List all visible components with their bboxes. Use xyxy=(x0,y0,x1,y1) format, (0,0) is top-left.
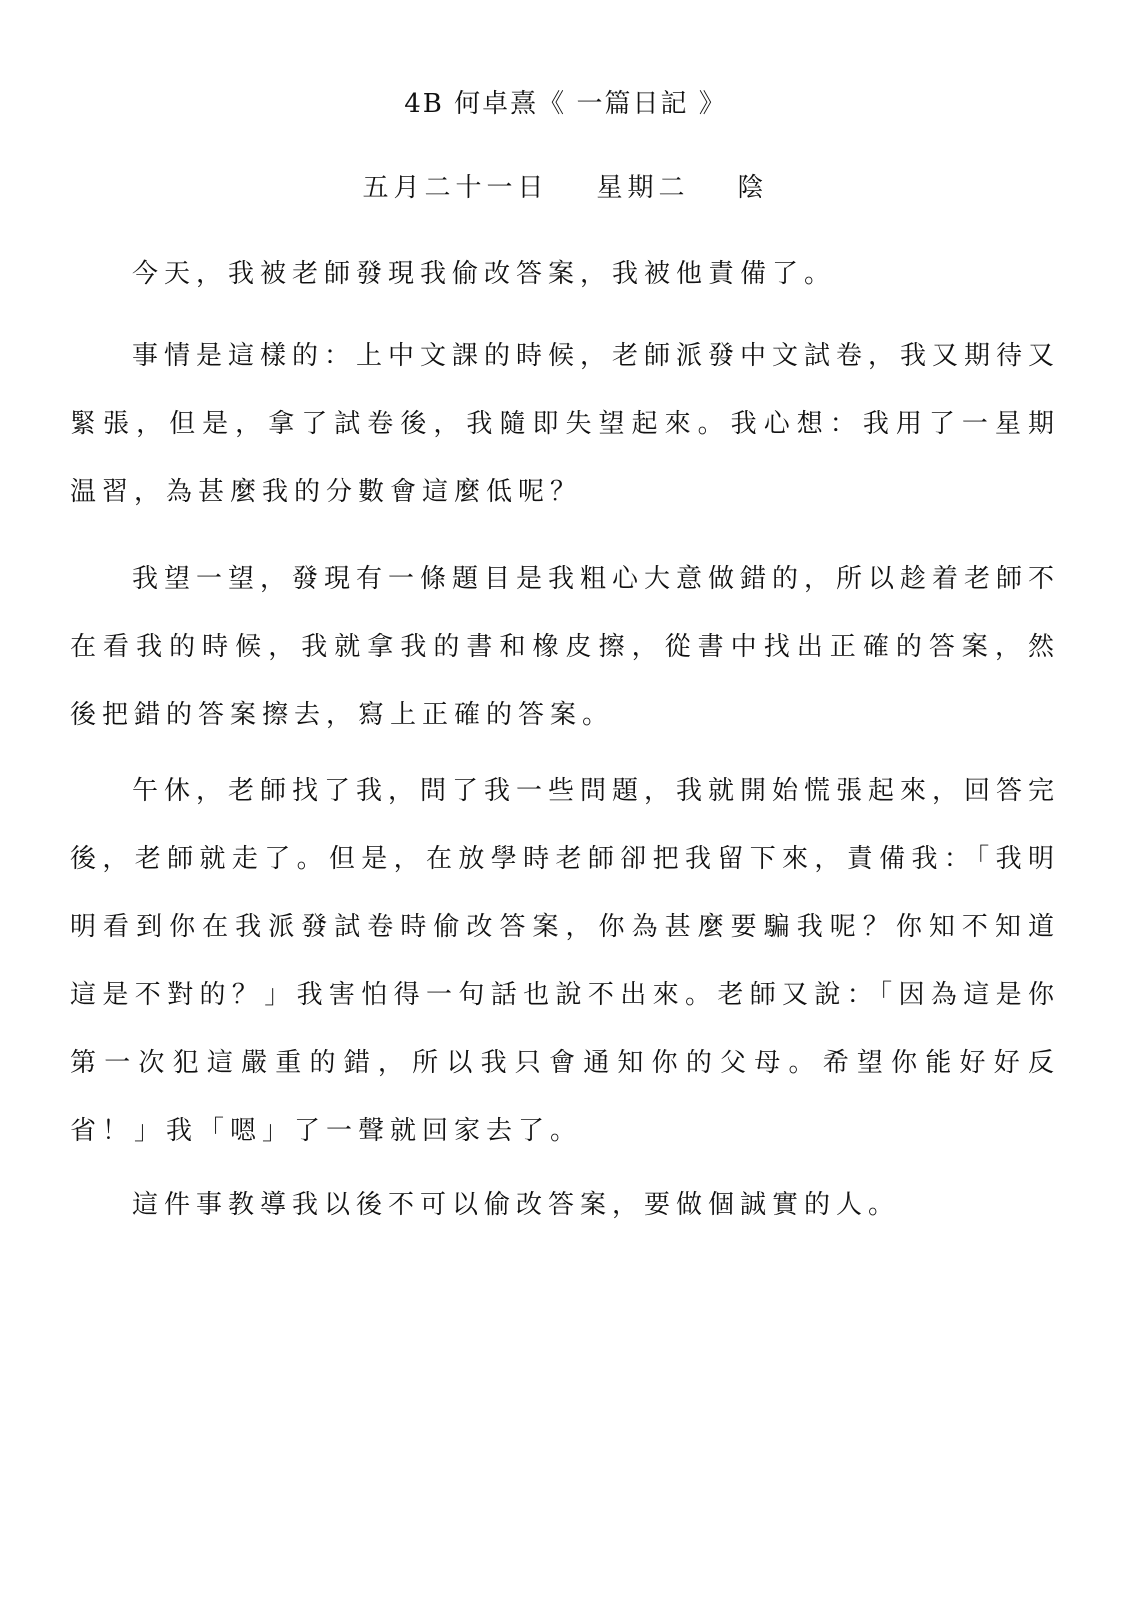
paragraph-1: 今天，我被老師發現我偷改答案，我被他責備了。 xyxy=(132,259,837,289)
paragraph-5: 這件事教導我以後不可以偷改答案，要做個誠實的人。 xyxy=(132,1190,901,1220)
paragraph-3: 我望一望，發現有一條題目是我粗心大意做錯的，所以趁着老師不在看我的時候，我就拿我的書和橡皮擦，從書中找出正確的答案，然後把錯的答案擦去，寫上正確的答案。 xyxy=(70,564,1061,730)
diary-date: 五月二十一日 xyxy=(362,173,549,203)
diary-weekday: 星期二 xyxy=(596,173,690,203)
diary-title: 4B 何卓熹《 一篇日記 》 xyxy=(404,89,727,119)
date-line xyxy=(0,168,1131,208)
paragraph-2: 事情是這樣的：上中文課的時候，老師派發中文試卷，我又期待又緊張，但是，拿了試卷後，我隨即失望起來。我心想：我用了一星期温習，為甚麼我的分數會這麼低呢？ xyxy=(70,341,1061,507)
paragraph-4: 午休，老師找了我，問了我一些問題，我就開始慌張起來，回答完後，老師就走了。但是，在放學時老師卻把我留下來，責備我：「我明明看到你在我派發試卷時偷改答案，你為甚麼要騙我呢？你知不知道這是不對的？」我害怕得一句話也說不出來。老師又說：「因為這是你第一次犯這嚴重的錯，所以我只會通知你的父母。希望你能好好反省！」我「嗯」了一聲就回家去了。 xyxy=(70,776,1061,1146)
diary-weather: 陰 xyxy=(737,173,769,203)
